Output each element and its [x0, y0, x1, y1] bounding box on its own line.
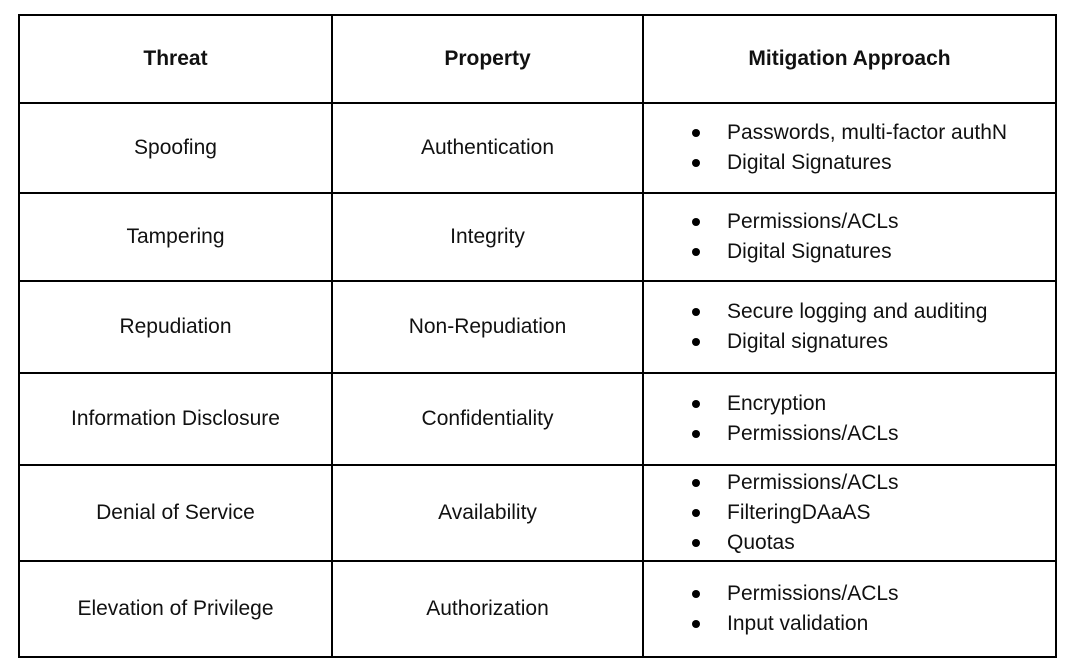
mitigation-item — [692, 579, 1055, 609]
table-row — [19, 103, 1056, 193]
mitigation-cell — [643, 465, 1056, 561]
bullet-icon — [692, 159, 700, 167]
mitigation-text: Digital Signatures — [727, 240, 892, 263]
property-cell: Authentication — [332, 103, 643, 193]
mitigation-cell — [643, 373, 1056, 465]
mitigation-text: FilteringDAaAS — [727, 501, 871, 524]
bullet-icon — [692, 479, 700, 487]
bullet-icon — [692, 308, 700, 316]
header-row — [19, 15, 1056, 103]
mitigation-text: Input validation — [727, 612, 869, 635]
bullet-icon — [692, 400, 700, 408]
table-row — [19, 281, 1056, 373]
mitigation-cell — [643, 103, 1056, 193]
property-cell: Availability — [332, 465, 643, 561]
table-row — [19, 193, 1056, 281]
threat-cell: Spoofing — [19, 103, 332, 193]
mitigation-list — [644, 468, 1055, 558]
mitigation-text: Digital signatures — [727, 330, 889, 353]
threat-cell: Elevation of Privilege — [19, 561, 332, 657]
header-mitigation: Mitigation Approach — [643, 15, 1056, 103]
mitigation-item — [692, 297, 1055, 327]
mitigation-item — [692, 148, 1055, 178]
mitigation-text: Secure logging and auditing — [727, 300, 988, 323]
mitigation-cell — [643, 281, 1056, 373]
mitigation-item — [692, 118, 1055, 148]
mitigation-item — [692, 327, 1055, 357]
mitigation-item — [692, 468, 1055, 498]
mitigation-item — [692, 419, 1055, 449]
bullet-icon — [692, 430, 700, 438]
mitigation-list — [644, 207, 1055, 267]
mitigation-item — [692, 207, 1055, 237]
bullet-icon — [692, 338, 700, 346]
mitigation-text: Digital Signatures — [727, 151, 892, 174]
mitigation-text: Permissions/ACLs — [727, 210, 899, 233]
mitigation-item — [692, 528, 1055, 558]
mitigation-text: Quotas — [727, 531, 795, 554]
property-cell: Non-Repudiation — [332, 281, 643, 373]
mitigation-cell — [643, 193, 1056, 281]
bullet-icon — [692, 129, 700, 137]
threat-cell: Denial of Service — [19, 465, 332, 561]
property-cell: Integrity — [332, 193, 643, 281]
mitigation-text: Encryption — [727, 392, 827, 415]
mitigation-list — [644, 579, 1055, 639]
bullet-icon — [692, 620, 700, 628]
mitigation-list — [644, 297, 1055, 357]
table-row — [19, 561, 1056, 657]
table-row — [19, 465, 1056, 561]
property-cell: Authorization — [332, 561, 643, 657]
property-cell: Confidentiality — [332, 373, 643, 465]
mitigation-text: Permissions/ACLs — [727, 471, 899, 494]
mitigation-text: Permissions/ACLs — [727, 422, 899, 445]
threat-cell: Information Disclosure — [19, 373, 332, 465]
mitigation-item — [692, 609, 1055, 639]
mitigation-text: Permissions/ACLs — [727, 582, 899, 605]
threat-cell: Repudiation — [19, 281, 332, 373]
threat-cell: Tampering — [19, 193, 332, 281]
mitigation-item — [692, 389, 1055, 419]
table-row — [19, 373, 1056, 465]
mitigation-text: Passwords, multi-factor authN — [727, 121, 1008, 144]
mitigation-cell — [643, 561, 1056, 657]
bullet-icon — [692, 509, 700, 517]
threat-table — [18, 14, 1057, 658]
mitigation-item — [692, 237, 1055, 267]
bullet-icon — [692, 590, 700, 598]
header-threat: Threat — [19, 15, 332, 103]
bullet-icon — [692, 539, 700, 547]
mitigation-list — [644, 118, 1055, 178]
mitigation-item — [692, 498, 1055, 528]
bullet-icon — [692, 218, 700, 226]
header-property: Property — [332, 15, 643, 103]
mitigation-list — [644, 389, 1055, 449]
bullet-icon — [692, 248, 700, 256]
